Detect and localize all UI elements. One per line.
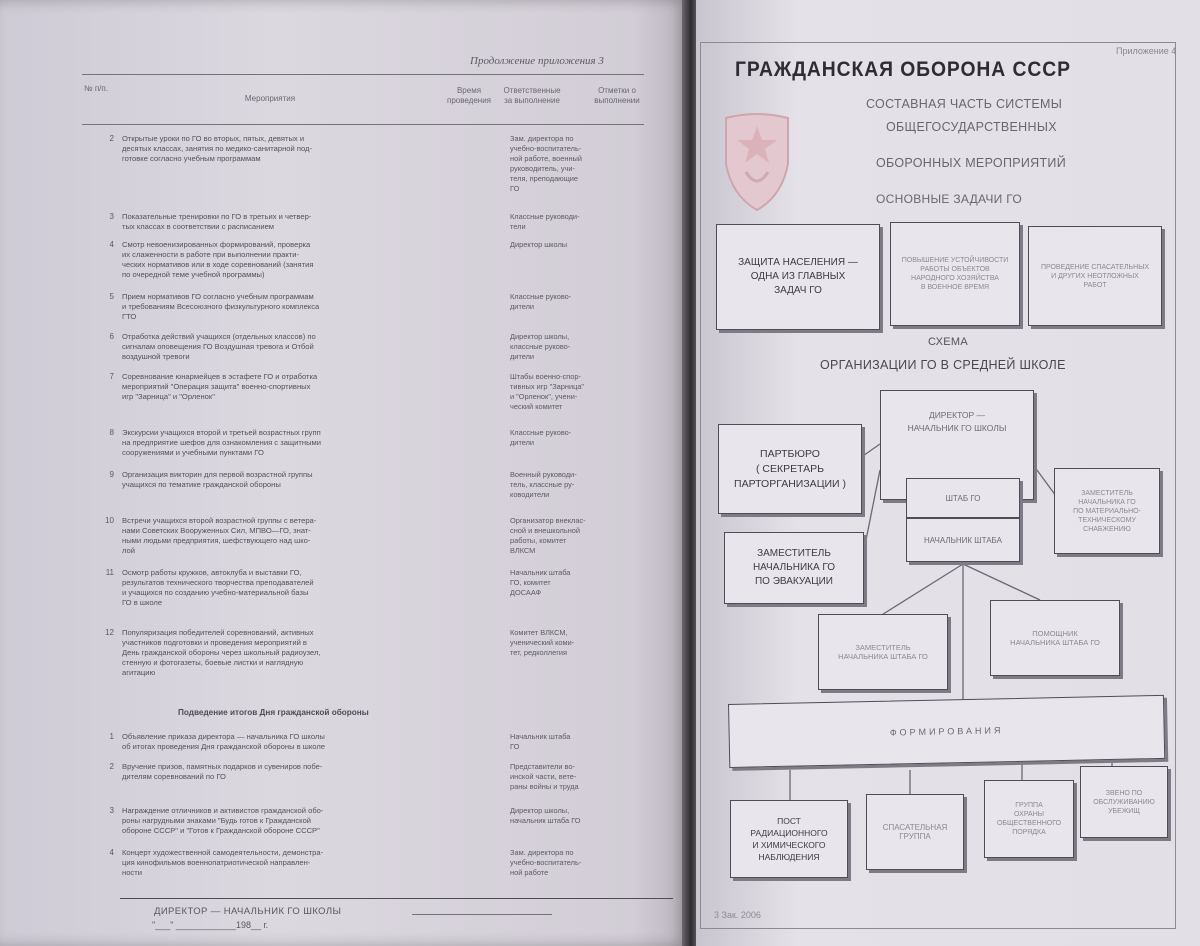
formations-box: ФОРМИРОВАНИЯ xyxy=(728,695,1165,768)
line: СПАСАТЕЛЬНАЯ xyxy=(882,823,948,832)
event-line: об итогах проведения Дня гражданской обороны в школе xyxy=(122,742,325,751)
responsible-line: дители xyxy=(510,302,535,311)
responsible-line: тели xyxy=(510,222,526,231)
appendix-label: Приложение 4 xyxy=(1116,46,1177,56)
responsible-line: дители xyxy=(510,352,535,361)
line: ГРУППА xyxy=(899,832,931,841)
responsible-line: дители xyxy=(510,438,535,447)
director-text xyxy=(908,409,1007,435)
event-line: Осмотр работы кружков, автоклуба и выставки ГО, xyxy=(122,568,302,577)
line: ОБСЛУЖИВАНИЮ xyxy=(1093,798,1155,806)
event-line: Смотр невоенизированных формирований, проверка xyxy=(122,240,311,249)
responsible-line: ГО xyxy=(510,742,520,751)
line: ПОРЯДКА xyxy=(1012,829,1046,836)
line: И ХИМИЧЕСКОГО xyxy=(752,840,826,850)
line: ПОСТ xyxy=(777,816,801,826)
event-line: игр "Зарница" и "Орленок" xyxy=(122,392,215,401)
line: В ВОЕННОЕ ВРЕМЯ xyxy=(920,284,990,291)
row-number: 6 xyxy=(109,332,114,341)
event-line: Прием нормативов ГО согласно учебным программам xyxy=(122,292,314,301)
row-number: 11 xyxy=(105,568,114,577)
line: НАРОДНОГО ХОЗЯЙСТВА xyxy=(911,275,999,282)
responsible-line: ной работе, военный xyxy=(510,154,582,163)
header-responsible: Ответственные за выполнение xyxy=(503,86,561,105)
section-title: Подведение итогов Дня гражданской обороны xyxy=(178,708,369,717)
scheme-heading-2: ОРГАНИЗАЦИИ ГО В СРЕДНЕЙ ШКОЛЕ xyxy=(820,358,1066,372)
row-number: 2 xyxy=(109,762,114,771)
line: УБЕЖИЩ xyxy=(1108,807,1140,815)
subtitle-line-3: ОБОРОННЫХ МЕРОПРИЯТИЙ xyxy=(876,156,1066,170)
deputy-supply-text xyxy=(1073,489,1141,534)
line: ОХРАНЫ xyxy=(1014,811,1044,818)
event-line: Экскурсии учащихся второй и третьей возрастных групп xyxy=(122,428,321,437)
unit-rescue-text xyxy=(883,823,948,841)
continuation-label: Продолжение приложения 3 xyxy=(470,55,604,67)
row-number: 4 xyxy=(109,848,114,857)
line: ЗВЕНО ПО xyxy=(1105,789,1143,797)
responsible-line: Военный руководи- xyxy=(510,470,577,479)
responsible-line: начальник штаба ГО xyxy=(510,816,581,825)
responsible-line: Начальник штаба xyxy=(510,732,571,741)
event-line: участников подготовки и проведения мероприятий в xyxy=(122,638,307,647)
line: РАБОТ xyxy=(1083,281,1107,289)
line: ЗАДАЧ ГО xyxy=(774,285,822,296)
responsible-line: руководитель, учи- xyxy=(510,164,575,173)
row-number: 7 xyxy=(109,372,114,381)
responsible-line: Комитет ВЛКСМ, xyxy=(510,628,568,637)
scheme-heading-1: СХЕМА xyxy=(928,336,968,348)
line: ТЕХНИЧЕСКОМУ xyxy=(1078,516,1136,524)
header-marks: Отметки о выполнении xyxy=(594,86,640,105)
line: ДИРЕКТОР — xyxy=(928,410,986,420)
row-number: 12 xyxy=(105,628,114,637)
event-line: нами Советских Вооруженных Сил, МПВО—ГО, знат- xyxy=(122,526,311,535)
partburo-text xyxy=(734,447,846,492)
responsible-line: Зам. директора по xyxy=(510,848,574,857)
row-number: 3 xyxy=(109,212,114,221)
responsible-line: Директор школы, xyxy=(510,332,570,341)
subtitle-line-1: СОСТАВНАЯ ЧАСТЬ СИСТЕМЫ xyxy=(866,97,1063,111)
responsible-line: Штабы военно-спор- xyxy=(510,372,581,381)
responsible-line: ГО, комитет xyxy=(510,578,551,587)
line: ЗАМЕСТИТЕЛЬ xyxy=(1081,489,1133,497)
event-line: Открытые уроки по ГО во вторых, пятых, девятых и xyxy=(122,134,305,143)
line: СНАБЖЕНИЮ xyxy=(1083,525,1131,533)
unit-shelter-text xyxy=(1093,789,1155,816)
responsible-line: Директор школы xyxy=(510,240,568,249)
event-line: Концерт художественной самодеятельности, демонстра- xyxy=(122,848,324,857)
responsible-line: ГО xyxy=(510,184,520,193)
responsible-line: учебно-воспитатель- xyxy=(510,858,582,867)
deputy-hq-box xyxy=(818,614,948,690)
responsible-line: тель, классные ру- xyxy=(510,480,575,489)
responsible-line: и "Орленок", учени- xyxy=(510,392,578,401)
line: НАЧАЛЬНИКА ШТАБА ГО xyxy=(1010,638,1100,647)
line: ЗАЩИТА НАСЕЛЕНИЯ — xyxy=(738,257,858,268)
row-number: 2 xyxy=(109,134,114,143)
responsible-line: Организатор внеклас- xyxy=(510,516,586,525)
responsible-line: Начальник штаба xyxy=(510,568,571,577)
row-number: 1 xyxy=(109,732,114,741)
event-line: Показательные тренировки по ГО в третьих и четвер- xyxy=(122,212,312,221)
event-line: Объявление приказа директора — начальника ГО школы xyxy=(122,732,325,741)
line: ОДНА ИЗ ГЛАВНЫХ xyxy=(750,271,846,282)
responsible-line: ной работе xyxy=(510,868,549,877)
event-line: их слаженности в работе при выполнении практи- xyxy=(122,250,300,259)
line: РАБОТЫ ОБЪЕКТОВ xyxy=(920,266,990,273)
header-number: № п/п. xyxy=(84,84,108,93)
signature-title: ДИРЕКТОР — НАЧАЛЬНИК ГО ШКОЛЫ xyxy=(154,906,342,917)
event-line: роны нагрудными знаками "Будь готов к Гражданской xyxy=(122,816,312,825)
responsible-line: учебно-воспитатель- xyxy=(510,144,582,153)
row-number: 3 xyxy=(109,806,114,815)
responsible-line: тет, редколлегия xyxy=(510,648,568,657)
footer-note: 3 Зак. 2006 xyxy=(714,910,761,920)
line: ЗАМЕСТИТЕЛЬ xyxy=(855,643,911,652)
responsible-line: ческий комитет xyxy=(510,402,563,411)
assistant-hq-text xyxy=(1010,629,1100,647)
row-number: 10 xyxy=(105,516,114,525)
event-line: лой xyxy=(122,546,135,555)
poster-title: ГРАЖДАНСКАЯ ОБОРОНА СССР xyxy=(735,58,1071,81)
event-line: ГО в школе xyxy=(122,598,163,607)
line: НАЧАЛЬНИКА ГО xyxy=(1078,498,1136,506)
line: ГРУППА xyxy=(1015,802,1043,809)
responsible-line: раны войны и труда xyxy=(510,782,579,791)
event-line: сооружениями и учебными пунктами ГО xyxy=(122,448,264,457)
event-line: Встречи учащихся второй возрастной группы с ветера- xyxy=(122,516,317,525)
event-line: учащихся по тематике гражданской обороны xyxy=(122,480,281,489)
deputy-evacuation-box xyxy=(724,532,864,604)
line: ПРОВЕДЕНИЕ СПАСАТЕЛЬНЫХ xyxy=(1040,263,1150,271)
responsible-line: ководители xyxy=(510,490,550,499)
responsible-line: ВЛКСМ xyxy=(510,546,536,555)
event-line: стенную и фотогазеты, боевые листки и наглядную xyxy=(122,658,304,667)
event-line: десятых классах, занятия по медико-санитарной под- xyxy=(122,144,312,153)
deputy-supply-box xyxy=(1054,468,1160,554)
responsible-line: Представители во- xyxy=(510,762,575,771)
unit-shelter-team xyxy=(1080,766,1168,838)
line: НАБЛЮДЕНИЯ xyxy=(758,852,820,862)
event-line: ными людьми предприятия, шефствующего над шко- xyxy=(122,536,311,545)
responsible-line: сной и внешкольной xyxy=(510,526,581,535)
line: ПОМОЩНИК xyxy=(1032,629,1078,638)
event-line: дителям соревнований по ГО xyxy=(122,772,226,781)
responsible-line: ДОСААФ xyxy=(510,588,542,597)
line: НАЧАЛЬНИКА ГО xyxy=(752,562,836,573)
event-line: Популяризация победителей соревнований, активных xyxy=(122,628,314,637)
deputy-evacuation-text xyxy=(753,547,835,589)
line: ЗАМЕСТИТЕЛЬ xyxy=(757,548,831,559)
event-line: готовке согласно учебным программам xyxy=(122,154,261,163)
header-event: Мероприятия xyxy=(244,94,296,103)
responsible-line: Классные руководи- xyxy=(510,212,580,221)
line: ( СЕКРЕТАРЬ xyxy=(755,462,825,475)
unit-rescue-group xyxy=(866,794,964,870)
event-line: День гражданской обороны через школьный радиоузел, xyxy=(122,648,321,657)
event-line: на предприятие шефов для ознакомления с защитными xyxy=(122,438,321,447)
event-line: Организация викторин для первой возрастной группы xyxy=(122,470,313,479)
subtitle-line-2: ОБЩЕГОСУДАРСТВЕННЫХ xyxy=(886,120,1057,134)
header-time: Время проведения xyxy=(447,86,491,105)
hq-chief-box: НАЧАЛЬНИК ШТАБА xyxy=(906,518,1020,562)
line: ПО ЭВАКУАЦИИ xyxy=(754,576,833,587)
line: ПАРТБЮРО xyxy=(760,447,820,460)
event-line: тых классах в соответствии с расписанием xyxy=(122,222,275,231)
responsible-line: ученический коми- xyxy=(510,638,575,647)
row-number: 9 xyxy=(109,470,114,479)
row-number: 5 xyxy=(109,292,114,301)
event-line: Соревнование юнармейцев в эстафете ГО и отработка xyxy=(122,372,318,381)
event-line: и требованиям Всесоюзного физкультурного комплекса xyxy=(122,302,320,311)
event-line: сигналам оповещения ГО Воздушная тревога и Отбой xyxy=(122,342,314,351)
unit-radiation-text xyxy=(750,815,827,863)
event-line: результатов технического творчества преподавателей xyxy=(122,578,314,587)
event-line: ческих нормативов или в ходе соревнований (занятия xyxy=(122,260,314,269)
responsible-line: работы, комитет xyxy=(510,536,567,545)
line: ПОВЫШЕНИЕ УСТОЙЧИВОСТИ xyxy=(901,257,1009,264)
line: РАДИАЦИОННОГО xyxy=(750,828,828,838)
line: ОБЩЕСТВЕННОГО xyxy=(996,820,1062,827)
responsible-line: Директор школы, xyxy=(510,806,570,815)
signature-date: "___" ____________198__ г. xyxy=(152,920,269,930)
responsible-line: классные руково- xyxy=(510,342,571,351)
event-line: ция кинофильмов военнопатриотической направлен- xyxy=(122,858,311,867)
tasks-heading: ОСНОВНЫЕ ЗАДАЧИ ГО xyxy=(876,192,1022,206)
event-line: обороне СССР" и "Готов к Гражданской обороне СССР" xyxy=(122,826,320,835)
event-line: ГТО xyxy=(122,312,137,321)
line: ПО МАТЕРИАЛЬНО- xyxy=(1073,507,1141,515)
event-line: по очередной теме учебной программы) xyxy=(122,270,265,279)
event-line: и учащихся по созданию учебно-материальной базы xyxy=(122,588,309,597)
partburo-box xyxy=(718,424,862,514)
event-line: воздушной тревоги xyxy=(122,352,190,361)
responsible-line: тивных игр "Зарница" xyxy=(510,382,585,391)
event-line: ности xyxy=(122,868,142,877)
row-number: 8 xyxy=(109,428,114,437)
event-line: Награждение отличников и активистов гражданской обо- xyxy=(122,806,324,815)
row-number: 4 xyxy=(109,240,114,249)
line: ПАРТОРГАНИЗАЦИИ ) xyxy=(734,477,846,490)
hq-box: ШТАБ ГО xyxy=(906,478,1020,518)
line: НАЧАЛЬНИКА ШТАБА ГО xyxy=(838,652,928,661)
assistant-hq-box xyxy=(990,600,1120,676)
event-line: Отработка действий учащихся (отдельных классов) по xyxy=(122,332,316,341)
unit-order-text xyxy=(997,801,1061,837)
responsible-line: Классные руково- xyxy=(510,428,572,437)
responsible-line: Классные руково- xyxy=(510,292,572,301)
responsible-line: Зам. директора по xyxy=(510,134,574,143)
line: НАЧАЛЬНИК ГО ШКОЛЫ xyxy=(907,423,1007,433)
unit-radiation-post xyxy=(730,800,848,878)
deputy-hq-text xyxy=(838,643,928,661)
line: И ДРУГИХ НЕОТЛОЖНЫХ xyxy=(1051,272,1139,280)
event-line: агитацию xyxy=(122,668,156,677)
unit-order-group xyxy=(984,780,1074,858)
event-line: мероприятий "Операция защита" военно-спортивных xyxy=(122,382,311,391)
responsible-line: инской части, вете- xyxy=(510,772,577,781)
responsible-line: теля, преподающие xyxy=(510,174,579,183)
event-line: Вручение призов, памятных подарков и сувениров побе- xyxy=(122,762,323,771)
